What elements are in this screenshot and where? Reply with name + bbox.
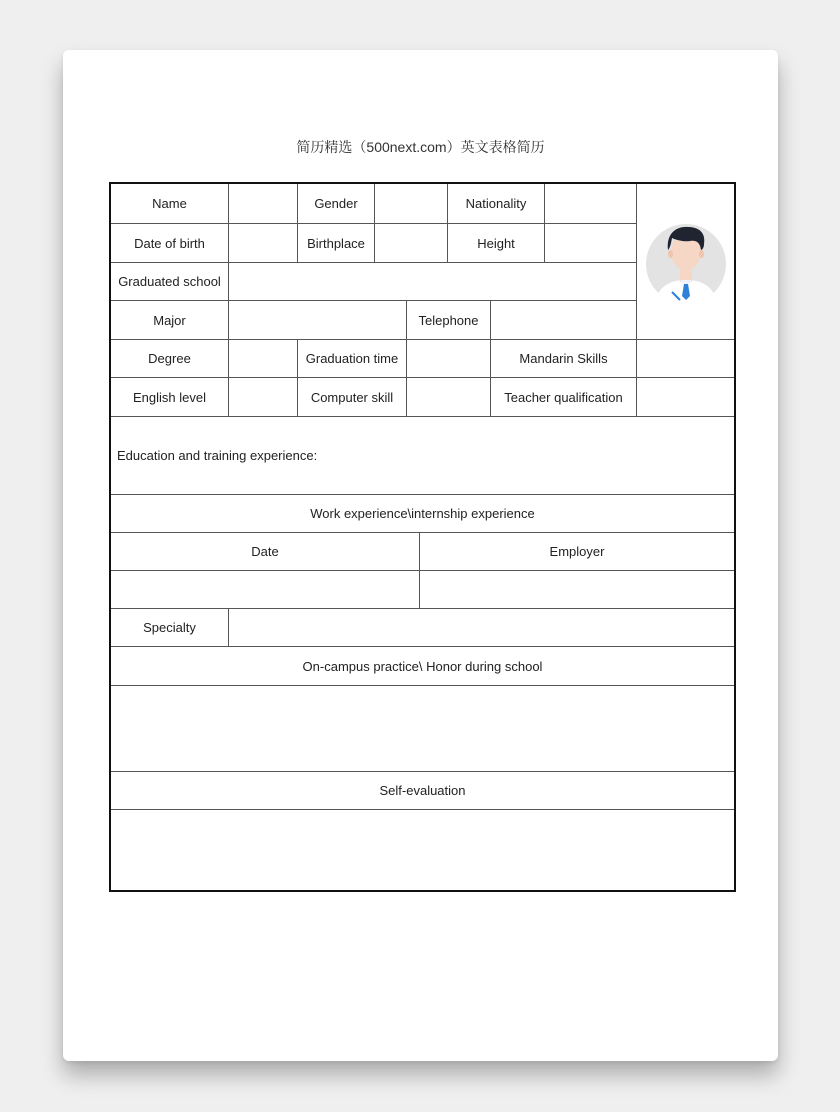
person-avatar-icon bbox=[644, 216, 728, 308]
field-nationality[interactable] bbox=[545, 184, 637, 224]
label-teacher-qualification: Teacher qualification bbox=[491, 378, 637, 417]
label-date: Date bbox=[111, 533, 420, 571]
photo-box[interactable] bbox=[637, 184, 734, 340]
field-work-employer[interactable] bbox=[420, 571, 734, 609]
field-date-of-birth[interactable] bbox=[229, 224, 298, 263]
field-telephone[interactable] bbox=[491, 301, 637, 340]
label-employer: Employer bbox=[420, 533, 734, 571]
field-height[interactable] bbox=[545, 224, 637, 263]
field-specialty[interactable] bbox=[229, 609, 734, 647]
resume-form-table bbox=[109, 182, 736, 892]
label-major: Major bbox=[111, 301, 229, 340]
label-specialty: Specialty bbox=[111, 609, 229, 647]
label-degree: Degree bbox=[111, 340, 229, 378]
label-graduated-school: Graduated school bbox=[111, 263, 229, 301]
label-name: Name bbox=[111, 184, 229, 224]
label-birthplace: Birthplace bbox=[298, 224, 375, 263]
label-mandarin-skills: Mandarin Skills bbox=[491, 340, 637, 378]
field-teacher-qualification[interactable] bbox=[637, 378, 734, 417]
field-english-level[interactable] bbox=[229, 378, 298, 417]
label-telephone: Telephone bbox=[407, 301, 491, 340]
label-date-of-birth: Date of birth bbox=[111, 224, 229, 263]
field-computer-skill[interactable] bbox=[407, 378, 491, 417]
field-on-campus[interactable] bbox=[111, 686, 734, 772]
label-graduation-time: Graduation time bbox=[298, 340, 407, 378]
field-gender[interactable] bbox=[375, 184, 448, 224]
page-title: 简历精选（500next.com）英文表格简历 bbox=[296, 139, 545, 155]
field-work-date[interactable] bbox=[111, 571, 420, 609]
label-computer-skill: Computer skill bbox=[298, 378, 407, 417]
field-graduation-time[interactable] bbox=[407, 340, 491, 378]
field-name[interactable] bbox=[229, 184, 298, 224]
field-graduated-school[interactable] bbox=[229, 263, 637, 301]
field-birthplace[interactable] bbox=[375, 224, 448, 263]
self-evaluation-header: Self-evaluation bbox=[111, 772, 734, 810]
label-english-level: English level bbox=[111, 378, 229, 417]
field-mandarin-skills[interactable] bbox=[637, 340, 734, 378]
field-degree[interactable] bbox=[229, 340, 298, 378]
resume-page bbox=[63, 50, 778, 1061]
label-gender: Gender bbox=[298, 184, 375, 224]
label-nationality: Nationality bbox=[448, 184, 545, 224]
on-campus-header: On-campus practice\ Honor during school bbox=[111, 647, 734, 686]
field-self-evaluation[interactable] bbox=[111, 810, 734, 890]
label-height: Height bbox=[448, 224, 545, 263]
work-experience-header: Work experience\internship experience bbox=[111, 495, 734, 533]
education-section[interactable]: Education and training experience: bbox=[111, 417, 734, 495]
field-major[interactable] bbox=[229, 301, 407, 340]
